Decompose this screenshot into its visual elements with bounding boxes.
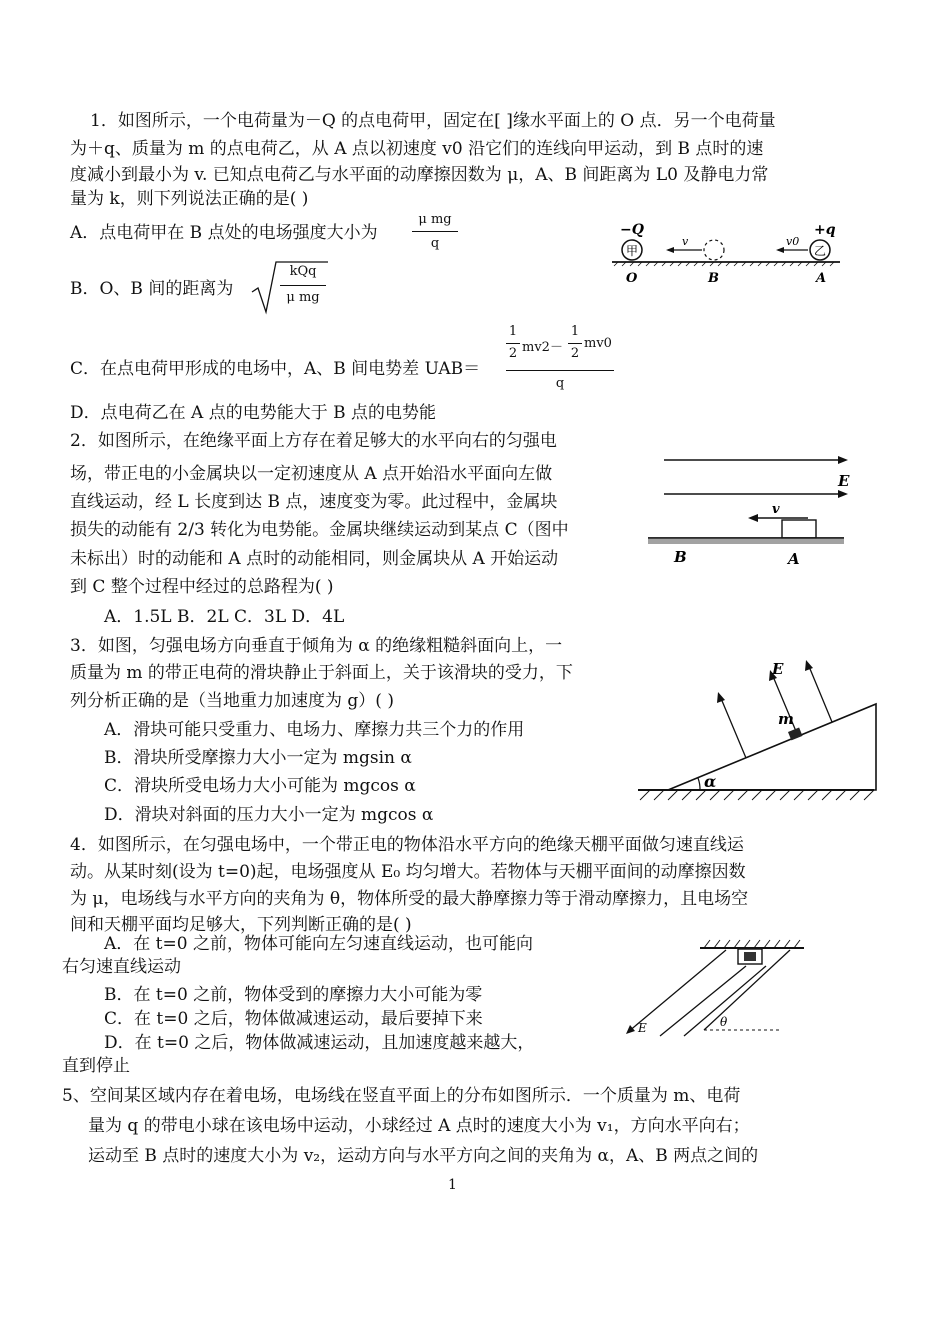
q1-option-b-fraction-bar <box>280 285 326 286</box>
q1-point-b-label: B <box>708 271 719 286</box>
q1-option-c-half2-den: 2 <box>570 346 580 361</box>
q3-option-c: C．滑块所受电场力大小可能为 mgcos α <box>104 776 416 796</box>
q1-point-o-label: O <box>626 271 638 286</box>
q1-stem-line-3: 度减小到最小为 v. 已知点电荷乙与水平面的动摩擦因数为 μ，A、B 间距离为 L0 及静电力常 <box>70 165 769 185</box>
q5-stem-line-3: 运动至 B 点时的速度大小为 v₂，运动方向与水平方向之间的夹角为 α，A、B 两点之间的 <box>88 1146 759 1166</box>
q1-stem-line-1: 1．如图所示，一个电荷量为－Q 的点电荷甲，固定在[ ]缘水平面上的 O 点．另一个电荷量 <box>90 111 776 131</box>
q1-charge-yi-label: 乙 <box>813 244 827 258</box>
q1-option-c: C．在点电荷甲形成的电场中，A、B 间电势差 UAB＝ <box>70 359 481 379</box>
q4-angle-label: θ <box>720 1015 728 1029</box>
q1-option-c-term1: mv2－ <box>522 340 563 355</box>
q2-stem-line-4: 损失的动能有 2/3 转化为电势能。金属块继续运动到某点 C（图中 <box>70 520 569 540</box>
q3-angle-label: α <box>704 772 717 791</box>
q1-option-a-fraction-bar <box>412 231 458 232</box>
q3-angle-arc <box>698 778 700 790</box>
q4-stem-line-3: 为 μ，电场线与水平方向的夹角为 θ，物体所受的最大静摩擦力等于滑动摩擦力，且电场空 <box>70 889 749 909</box>
q1-option-b-numerator: kQq <box>289 264 317 279</box>
q3-option-d: D．滑块对斜面的压力大小一定为 mgcos α <box>104 805 434 825</box>
q3-option-b: B．滑块所受摩擦力大小一定为 mgsin α <box>104 748 412 768</box>
q4-option-d-line-1: D．在 t=0 之后，物体做减速运动，且加速度越来越大， <box>104 1033 535 1053</box>
q1-charge-right-label: +q <box>814 222 836 238</box>
q1-option-c-half2-num: 1 <box>570 324 580 339</box>
q1-option-c-half1-num: 1 <box>508 324 518 339</box>
q1-velocity-v0-label: v0 <box>786 235 800 248</box>
q4-object-core <box>744 952 756 961</box>
q1-figure <box>610 210 842 290</box>
q3-slider-block <box>788 728 802 741</box>
q1-charge-jia-label: 甲 <box>625 244 639 258</box>
q2-stem-line-1: 2．如图所示，在绝缘平面上方存在着足够大的水平向右的匀强电 <box>70 431 557 451</box>
q3-option-a: A．滑块可能只受重力、电场力、摩擦力共三个力的作用 <box>104 720 525 740</box>
q4-stem-line-1: 4．如图所示，在匀强电场中，一个带正电的物体沿水平方向的绝缘天棚平面做匀速直线运 <box>70 835 744 855</box>
q2-stem-line-3: 直线运动，经 L 长度到达 B 点，速度变为零。此过程中，金属块 <box>70 492 558 512</box>
q3-field-line-3 <box>808 664 832 722</box>
q2-point-a-label: A <box>788 550 800 568</box>
q2-metal-block <box>782 520 816 538</box>
q1-option-c-denominator: q <box>555 376 565 391</box>
q1-option-c-half1-bar <box>506 343 520 344</box>
q3-mass-label: m <box>778 710 794 728</box>
q3-incline <box>668 704 876 790</box>
q2-stem-line-6: 到 C 整个过程中经过的总路程为( ) <box>70 577 334 597</box>
q4-field-line-2 <box>660 966 746 1036</box>
q3-stem-line-1: 3．如图，匀强电场方向垂直于倾角为 α 的绝缘粗糙斜面向上，一 <box>70 636 563 656</box>
q4-figure <box>620 938 810 1042</box>
q1-point-a-label: A <box>816 271 827 286</box>
q4-option-b: B．在 t=0 之前，物体受到的摩擦力大小可能为零 <box>104 985 483 1005</box>
q1-stem-line-4: 量为 k，则下列说法正确的是( ) <box>70 189 309 209</box>
q3-stem-line-2: 质量为 m 的带正电荷的滑块静止于斜面上，关于该滑块的受力，下 <box>70 663 573 683</box>
q4-stem-line-2: 动。从某时刻(设为 t=0)起，电场强度从 E₀ 均匀增大。若物体与天棚平面间的动摩擦因数 <box>70 862 746 882</box>
q3-field-label-e: E <box>772 660 784 678</box>
q1-option-c-half2-bar <box>568 343 582 344</box>
q4-field-line-1 <box>628 950 726 1032</box>
q2-ground-hatch <box>648 538 844 544</box>
q1-charge-left-label: −Q <box>620 222 644 238</box>
q3-stem-line-3: 列分析正确的是（当地重力加速度为 g）( ) <box>70 691 394 711</box>
q3-field-line-1 <box>720 696 746 758</box>
q2-stem-line-2: 场，带正电的小金属块以一定初速度从 A 点开始沿水平面向左做 <box>70 464 553 484</box>
q2-field-label-e: E <box>838 472 850 490</box>
q1-charge-at-b-dashed <box>704 240 724 260</box>
q1-option-b: B．O、B 间的距离为 <box>70 279 234 299</box>
q1-option-b-denominator: μ mg <box>286 290 320 305</box>
q1-option-c-half1-den: 2 <box>508 346 518 361</box>
q4-option-a-line-1: A．在 t=0 之前，物体可能向左匀速直线运动，也可能向 <box>104 934 533 954</box>
q1-option-d: D．点电荷乙在 A 点的电势能大于 B 点的电势能 <box>70 403 437 423</box>
q1-option-c-term2: mv0 <box>584 336 612 351</box>
q5-stem-line-1: 5、空间某区域内存在着电场，电场线在竖直平面上的分布如图所示．一个质量为 m、电荷 <box>62 1086 741 1106</box>
q4-stem-line-4: 间和天棚平面均足够大，下列判断正确的是( ) <box>70 915 412 935</box>
q1-option-c-main-bar <box>506 370 614 371</box>
q1-option-a-numerator: μ mg <box>418 212 452 227</box>
q4-option-a-line-2: 右匀速直线运动 <box>62 957 181 977</box>
page-number: 1 <box>448 1177 457 1193</box>
q5-stem-line-2: 量为 q 的带电小球在该电场中运动，小球经过 A 点时的速度大小为 v₁，方向水平向右； <box>88 1116 750 1136</box>
q1-stem-line-2: 为＋q、质量为 m 的点电荷乙，从 A 点以初速度 v0 沿它们的连线向甲运动，到 B 点时的速 <box>70 139 764 159</box>
q4-option-c: C．在 t=0 之后，物体做减速运动，最后要掉下来 <box>104 1009 483 1029</box>
q3-ground-hatch <box>640 790 874 800</box>
q4-option-d-line-2: 直到停止 <box>62 1056 130 1076</box>
q3-figure <box>638 648 882 808</box>
q2-figure <box>648 452 858 572</box>
q2-velocity-label: v <box>772 502 780 517</box>
q4-ceiling-hatch <box>704 940 800 948</box>
q2-point-b-label: B <box>674 548 687 566</box>
q4-field-label-e: E <box>638 1021 647 1035</box>
q1-velocity-v-label: v <box>682 235 689 248</box>
q1-option-a-denominator: q <box>430 236 440 251</box>
q2-options: A．1.5L B．2L C．3L D．4L <box>104 607 345 627</box>
q2-stem-line-5: 未标出）时的动能和 A 点时的动能相同，则金属块从 A 开始运动 <box>70 549 559 569</box>
q1-option-a: A．点电荷甲在 B 点处的电场强度大小为 <box>70 223 378 243</box>
